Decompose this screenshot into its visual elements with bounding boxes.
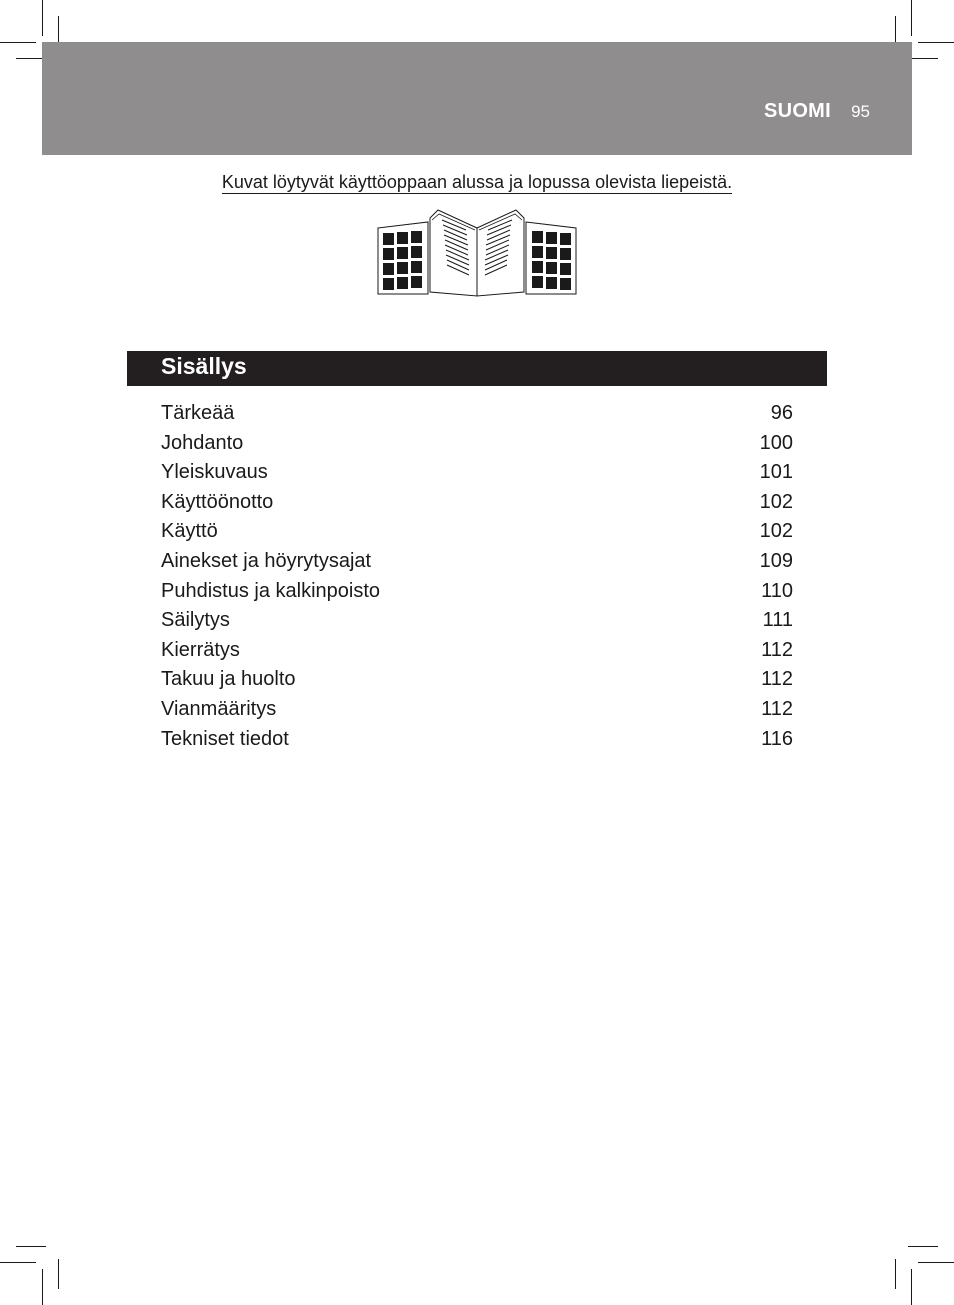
- toc-entry-page: 116: [761, 727, 793, 750]
- toc-entry-title: Säilytys: [161, 609, 230, 632]
- crop-mark: [911, 1269, 912, 1305]
- crop-mark: [42, 0, 43, 36]
- toc-entry-page: 101: [759, 461, 793, 484]
- crop-mark: [895, 1259, 896, 1289]
- toc-entry-page: 112: [761, 697, 793, 720]
- toc-entry[interactable]: [161, 609, 793, 639]
- section-heading-bar: [127, 351, 827, 386]
- toc-entry[interactable]: [161, 491, 793, 521]
- crop-mark: [0, 42, 36, 43]
- toc-entry-page: 111: [762, 609, 793, 632]
- crop-mark: [0, 1262, 36, 1263]
- toc-entry-title: Kierrätys: [161, 638, 240, 661]
- crop-mark: [16, 1246, 46, 1247]
- table-of-contents: [161, 402, 793, 757]
- toc-entry-title: Takuu ja huolto: [161, 668, 296, 691]
- intro-note-text: Kuvat löytyvät käyttöoppaan alussa ja lopussa olevista liepeistä.: [221, 172, 733, 192]
- crop-mark: [42, 1269, 43, 1305]
- toc-entry-title: Yleiskuvaus: [161, 461, 268, 484]
- header-language: SUOMI: [763, 100, 831, 122]
- crop-mark: [918, 42, 954, 43]
- toc-entry-page: 109: [759, 549, 793, 572]
- toc-entry-page: 110: [761, 579, 793, 602]
- crop-mark: [908, 1246, 938, 1247]
- open-book-icon: [376, 208, 580, 300]
- toc-entry[interactable]: [161, 639, 793, 669]
- toc-entry-page: 100: [759, 431, 793, 454]
- header-band: [42, 42, 912, 155]
- toc-entry-title: Puhdistus ja kalkinpoisto: [161, 579, 381, 602]
- toc-entry[interactable]: [161, 668, 793, 698]
- toc-entry-page: 102: [759, 520, 793, 543]
- toc-entry-page: 96: [770, 402, 793, 424]
- toc-entry-page: 112: [761, 668, 793, 691]
- toc-entry[interactable]: [161, 461, 793, 491]
- toc-entry[interactable]: [161, 402, 793, 432]
- toc-entry[interactable]: [161, 698, 793, 728]
- toc-entry-title: Tekniset tiedot: [161, 727, 289, 750]
- section-title: Sisällys: [161, 353, 247, 379]
- toc-entry[interactable]: [161, 432, 793, 462]
- toc-entry-title: Käyttöönotto: [161, 490, 274, 513]
- intro-note: [0, 172, 954, 193]
- toc-entry-page: 112: [761, 638, 793, 661]
- header-page-number: 95: [851, 102, 870, 121]
- toc-entry[interactable]: [161, 550, 793, 580]
- crop-mark: [908, 58, 938, 59]
- toc-entry-title: Vianmääritys: [161, 697, 277, 720]
- toc-entry-title: Käyttö: [161, 520, 218, 543]
- toc-entry-page: 102: [759, 490, 793, 513]
- crop-mark: [918, 1262, 954, 1263]
- toc-entry-title: Ainekset ja höyrytysajat: [161, 549, 372, 572]
- toc-entry-title: Johdanto: [161, 431, 244, 454]
- toc-entry[interactable]: [161, 580, 793, 610]
- toc-entry[interactable]: [161, 520, 793, 550]
- crop-mark: [58, 1259, 59, 1289]
- toc-entry[interactable]: [161, 728, 793, 758]
- toc-entry-title: Tärkeää: [161, 402, 235, 424]
- crop-mark: [911, 0, 912, 36]
